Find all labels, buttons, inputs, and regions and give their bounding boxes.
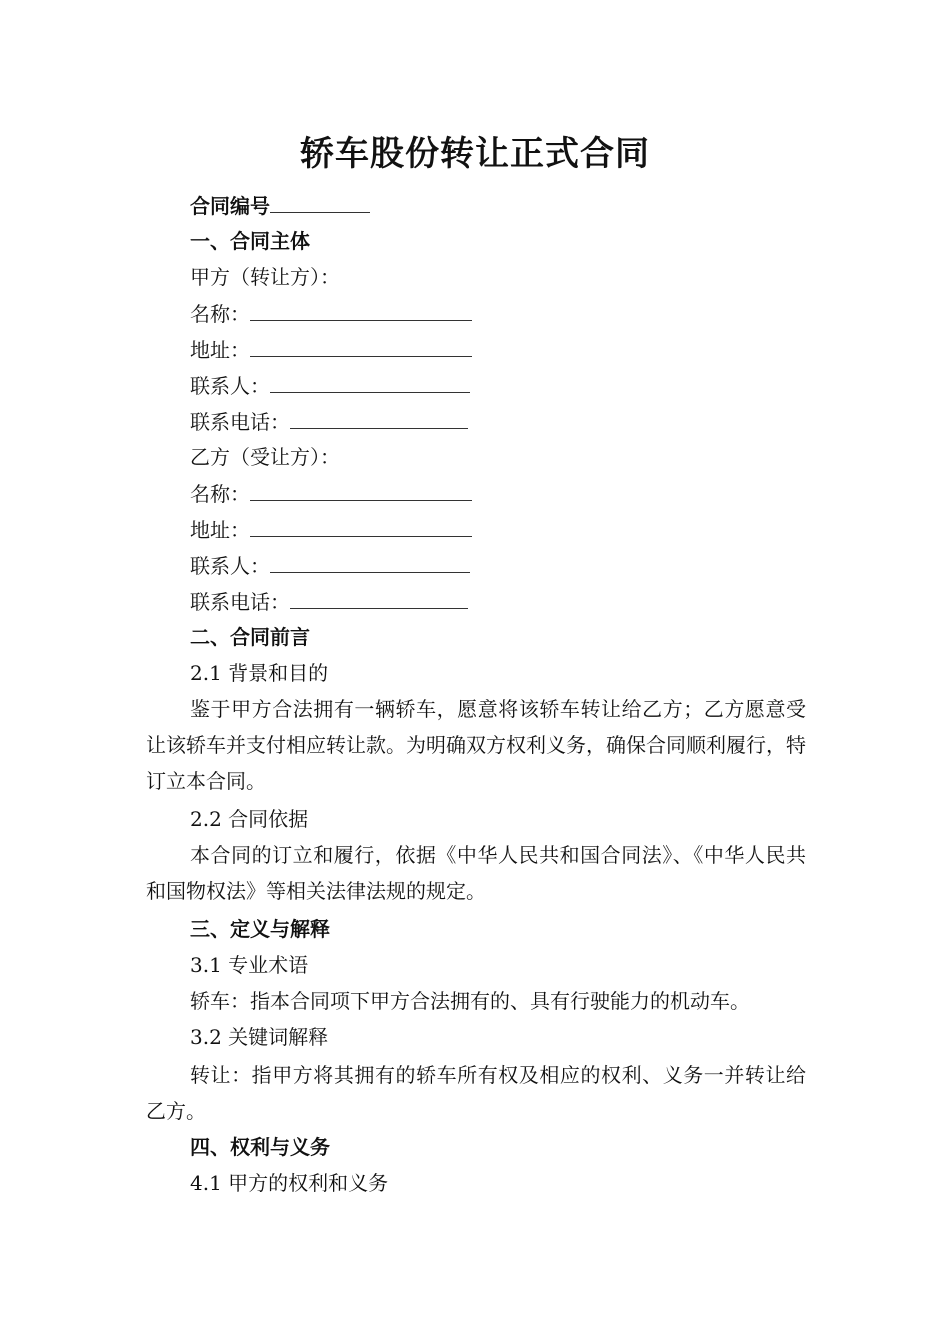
party-b-phone-label: 联系电话： xyxy=(190,590,290,614)
party-b-contact-blank[interactable] xyxy=(270,550,470,573)
party-b-address-label: 地址： xyxy=(190,518,250,542)
preamble-subheading-1: 2.1 背景和目的 xyxy=(190,661,329,685)
party-b-name-row xyxy=(190,478,472,509)
party-a-name-row xyxy=(190,298,472,329)
party-a-phone-row xyxy=(190,406,468,437)
party-b-phone-blank[interactable] xyxy=(290,586,468,609)
party-a-address-blank[interactable] xyxy=(250,334,472,357)
party-a-heading: 甲方（转让方）： xyxy=(190,265,340,289)
party-b-contact-label: 联系人： xyxy=(190,554,270,578)
party-a-address-row xyxy=(190,334,472,365)
party-a-phone-blank[interactable] xyxy=(290,406,468,429)
section-3-heading: 三、定义与解释 xyxy=(190,917,330,941)
definitions-paragraph-2: 转让：指甲方将其拥有的轿车所有权及相应的权利、义务一并转让给乙方。 xyxy=(146,1063,806,1123)
party-a-name-label: 名称： xyxy=(190,302,250,326)
party-b-heading: 乙方（受让方）： xyxy=(190,445,340,469)
definitions-paragraph-1: 轿车：指本合同项下甲方合法拥有的、具有行驶能力的机动车。 xyxy=(190,989,750,1013)
party-b-name-label: 名称： xyxy=(190,482,250,506)
document-title: 轿车股份转让正式合同 xyxy=(300,134,650,174)
party-a-contact-label: 联系人： xyxy=(190,374,270,398)
party-a-name-blank[interactable] xyxy=(250,298,472,321)
definitions-subheading-1: 3.1 专业术语 xyxy=(190,953,309,977)
contract-number-blank[interactable] xyxy=(270,190,370,213)
party-b-name-blank[interactable] xyxy=(250,478,472,501)
party-b-contact-row xyxy=(190,550,470,581)
rights-subheading-1: 4.1 甲方的权利和义务 xyxy=(190,1171,389,1195)
party-b-phone-row xyxy=(190,586,468,617)
definitions-subheading-2: 3.2 关键词解释 xyxy=(190,1025,329,1049)
party-a-phone-label: 联系电话： xyxy=(190,410,290,434)
section-4-heading: 四、权利与义务 xyxy=(190,1135,330,1159)
party-b-address-row xyxy=(190,514,472,545)
section-2-heading: 二、合同前言 xyxy=(190,625,310,649)
contract-number-label: 合同编号 xyxy=(190,194,270,218)
party-b-address-blank[interactable] xyxy=(250,514,472,537)
party-a-contact-blank[interactable] xyxy=(270,370,470,393)
party-a-contact-row xyxy=(190,370,470,401)
contract-number-row xyxy=(190,190,370,221)
preamble-paragraph-2: 本合同的订立和履行，依据《中华人民共和国合同法》、《中华人民共和国物权法》等相关法律法规的规定。 xyxy=(146,843,806,903)
preamble-paragraph-1: 鉴于甲方合法拥有一辆轿车，愿意将该轿车转让给乙方；乙方愿意受让该轿车并支付相应转让款。为明确双方权利义务，确保合同顺利履行，特订立本合同。 xyxy=(146,697,806,793)
section-1-heading: 一、合同主体 xyxy=(190,229,310,253)
preamble-subheading-2: 2.2 合同依据 xyxy=(190,807,309,831)
party-a-address-label: 地址： xyxy=(190,338,250,362)
